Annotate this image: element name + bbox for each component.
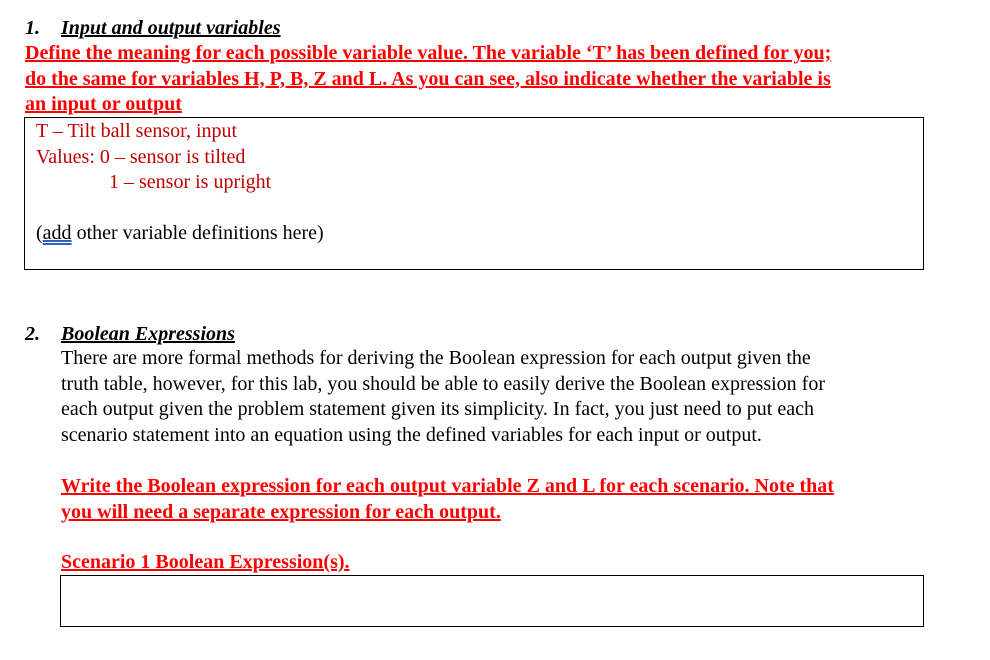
paragraph-line: truth table, however, for this lab, you should be able to easily derive the Boolean expression for <box>61 372 825 395</box>
section2-instruction-line: you will need a separate expression for each output. <box>61 500 501 523</box>
variable-t-values: Values: 0 – sensor is tilted <box>36 145 246 168</box>
section2-number: 2. <box>25 323 40 345</box>
section2-title: Boolean Expressions <box>61 323 235 345</box>
variable-t-value-1: 1 – sensor is upright <box>109 171 272 193</box>
paragraph-line: There are more formal methods for deriving the Boolean expression for each output given the <box>61 347 811 369</box>
section1-instruction-line: do the same for variables H, P, B, Z and L. As you can see, also indicate whether the variable is <box>25 67 831 90</box>
section2-instructions <box>61 474 941 525</box>
paragraph-line: scenario statement into an equation using the defined variables for each input or output. <box>61 423 762 446</box>
scenario1-label: Scenario 1 Boolean Expression(s). <box>61 551 350 573</box>
section1-instruction-line: an input or output <box>25 93 182 115</box>
section2-paragraph <box>61 346 941 448</box>
spellcheck-word: add <box>42 221 72 244</box>
section1-instructions <box>25 41 925 118</box>
paragraph-line: each output given the problem statement given its simplicity. In fact, you just need to put each <box>61 398 814 420</box>
variable-t-definition: T – Tilt ball sensor, input <box>36 120 238 142</box>
section1-instruction-line: Define the meaning for each possible variable value. The variable ‘T’ has been defined for you; <box>25 42 832 64</box>
variable-definitions-box[interactable] <box>24 117 924 270</box>
section1-heading <box>25 16 281 40</box>
add-definitions-placeholder: (add other variable definitions here) <box>36 221 324 244</box>
section2-heading <box>25 322 235 346</box>
section2-instruction-line: Write the Boolean expression for each output variable Z and L for each scenario. Note that <box>61 475 834 497</box>
section1-number: 1. <box>25 17 40 39</box>
section1-title: Input and output variables <box>61 17 281 39</box>
scenario1-answer-box[interactable] <box>60 575 924 627</box>
